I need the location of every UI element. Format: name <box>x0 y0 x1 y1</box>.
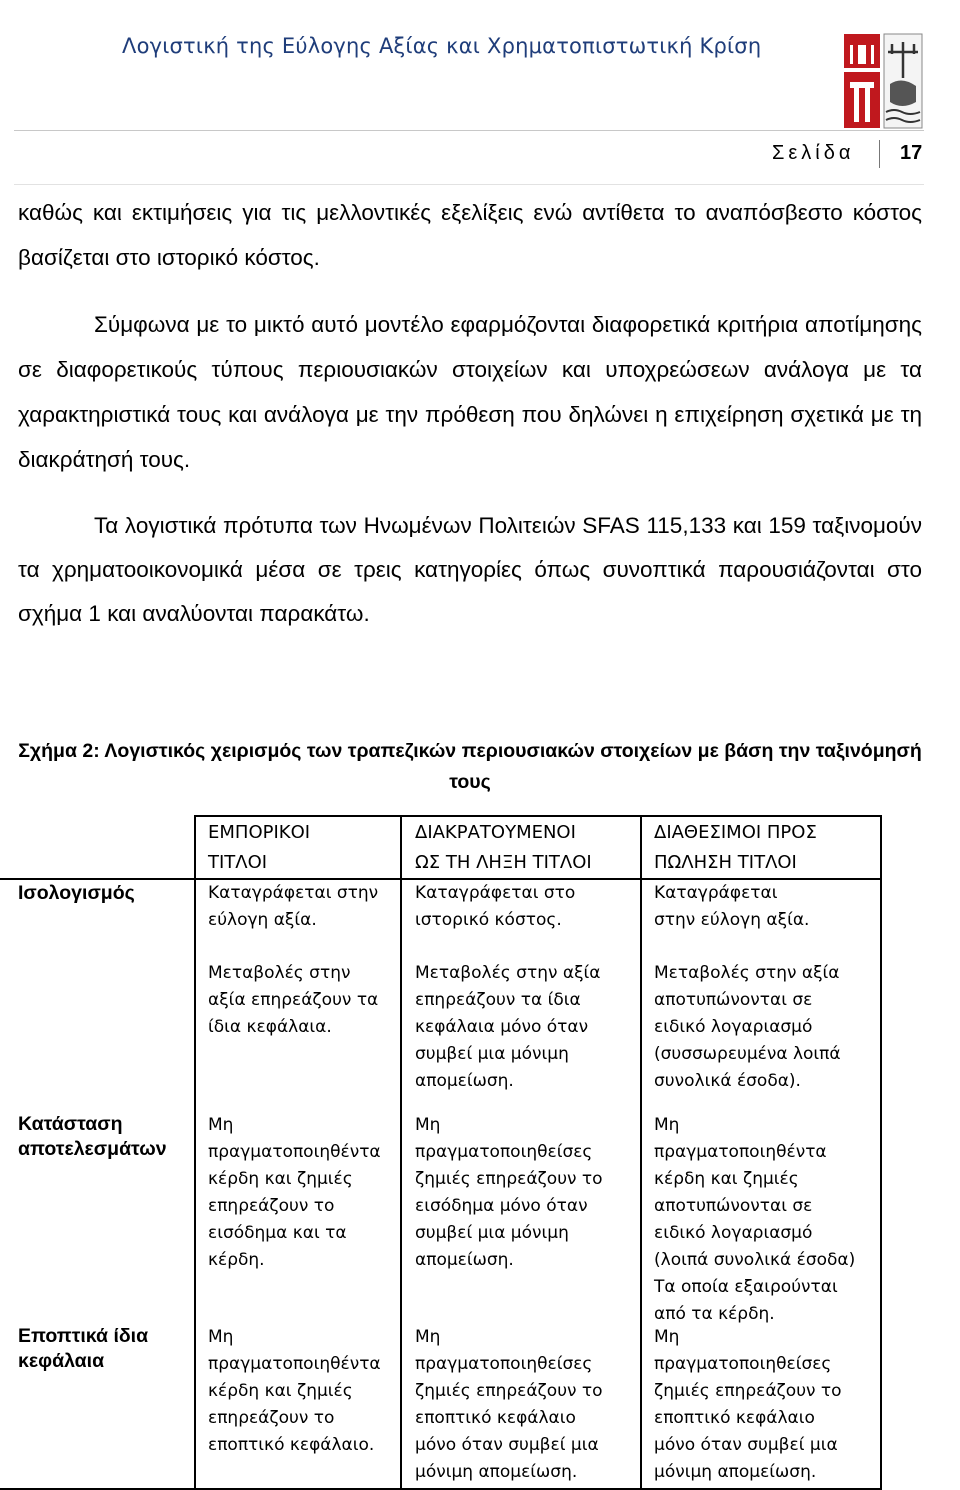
table-cell: Μεταβολές στην αξία επηρεάζουν τα ίδια κεφάλαια μόνο όταν συμβεί μια μόνιμη απομείωση. <box>415 963 601 1091</box>
table-cell: Καταγράφεται στην εύλογη αξία. <box>654 883 810 930</box>
column-header-held-to-maturity: ΔΙΑΚΡΑΤΟΥΜΕΝΟΙ ΩΣ ΤΗ ΛΗΞΗ ΤΙΤΛΟΙ <box>415 822 592 873</box>
university-logo <box>842 32 924 132</box>
page-number-separator <box>879 140 880 168</box>
table-cell: Μεταβολές στην αξία επηρεάζουν τα ίδια κεφάλαια. <box>208 963 379 1037</box>
table-right-border <box>880 815 882 1490</box>
table-cell: Καταγράφεται στην εύλογη αξία. <box>208 883 379 930</box>
column-header-trading: ΕΜΠΟΡΙΚΟΙ ΤΙΤΛΟΙ <box>208 822 311 873</box>
row-label-income-statement: Κατάσταση αποτελεσμάτων <box>18 1113 167 1160</box>
header-rule-lower <box>14 184 924 185</box>
table-cell: Μη πραγματοποιηθέντα κέρδη και ζημιές επηρεάζουν το εποπτικό κεφάλαιο. <box>208 1327 381 1455</box>
row-label-regulatory-capital: Εποπτικά ίδια κεφάλαια <box>18 1325 149 1372</box>
table-cell: Μη πραγματοποιηθείσες ζημιές επηρεάζουν το εισόδημα μόνο όταν συμβεί μια μόνιμη απομείωση. <box>415 1115 603 1270</box>
table-cell: Μη πραγματοποιηθείσες ζημιές επηρεάζουν το εποπτικό κεφάλαιο μόνο όταν συμβεί μια μόνιμη απομείωση. <box>415 1327 603 1482</box>
table-cell: Μη πραγματοποιηθείσες ζημιές επηρεάζουν το εποπτικό κεφάλαιο μόνο όταν συμβεί μια μόνιμη απομείωση. <box>654 1327 842 1482</box>
table-top-border <box>194 815 882 817</box>
header-rule <box>14 130 924 131</box>
page-number: 17 <box>900 142 923 164</box>
table-col-divider-1 <box>194 815 196 1490</box>
table-cell: Μη πραγματοποιηθέντα κέρδη και ζημιές αποτυπώνονται σε ειδικό λογαριασμό (λοιπά συνολικά έσοδα) Τα οποία εξαιρούνται από τα κέρδη. <box>654 1115 856 1324</box>
figure-caption: Σχήμα 2: Λογιστικός χειρισμός των τραπεζικών περιουσιακών στοιχείων με βάση την ταξινόμησή τους <box>18 740 922 793</box>
table-col-divider-3 <box>640 815 642 1490</box>
page-label: Σελίδα <box>772 142 855 164</box>
paragraph-2: Σύμφωνα με το μικτό αυτό μοντέλο εφαρμόζονται διαφορετικά κριτήρια αποτίμησης σε διαφορετικούς τύπους περιουσιακών στοιχείων και υποχρεώσεων ανάλογα με τα χαρακτηριστικά τους και ανάλογα με την πρόθεση που δηλώνει η επιχείρηση σχετικά με τη διακράτησή τους. <box>18 312 922 472</box>
column-header-available-for-sale: ΔΙΑΘΕΣΙΜΟΙ ΠΡΟΣ ΠΩΛΗΣΗ ΤΙΤΛΟΙ <box>654 822 817 873</box>
paragraph-1: καθώς και εκτιμήσεις για τις μελλοντικές εξελίξεις ενώ αντίθετα το αναπόσβεστο κόστος βασίζεται στο ιστορικό κόστος. <box>18 200 922 270</box>
document-header-title: Λογιστική της Εύλογης Αξίας και Χρηματοπιστωτική Κρίση <box>122 34 762 58</box>
table-cell: Καταγράφεται στο ιστορικό κόστος. <box>415 883 576 930</box>
paragraph-3: Τα λογιστικά πρότυπα των Ηνωμένων Πολιτειών SFAS 115,133 και 159 ταξινομούν τα χρηματοοικονομικά μέσα σε τρεις κατηγορίες όπως συνοπτικά παρουσιάζονται στο σχήμα 1 και αναλύονται παρακάτω. <box>18 513 922 626</box>
row-label-balance-sheet: Ισολογισμός <box>18 882 135 904</box>
table-cell: Μεταβολές στην αξία αποτυπώνονται σε ειδικό λογαριασμό (συσσωρευμένα λοιπά συνολικά έσοδα). <box>654 963 841 1091</box>
table-col-divider-2 <box>400 815 402 1490</box>
table-cell: Μη πραγματοποιηθέντα κέρδη και ζημιές επηρεάζουν το εισόδημα και τα κέρδη. <box>208 1115 381 1270</box>
